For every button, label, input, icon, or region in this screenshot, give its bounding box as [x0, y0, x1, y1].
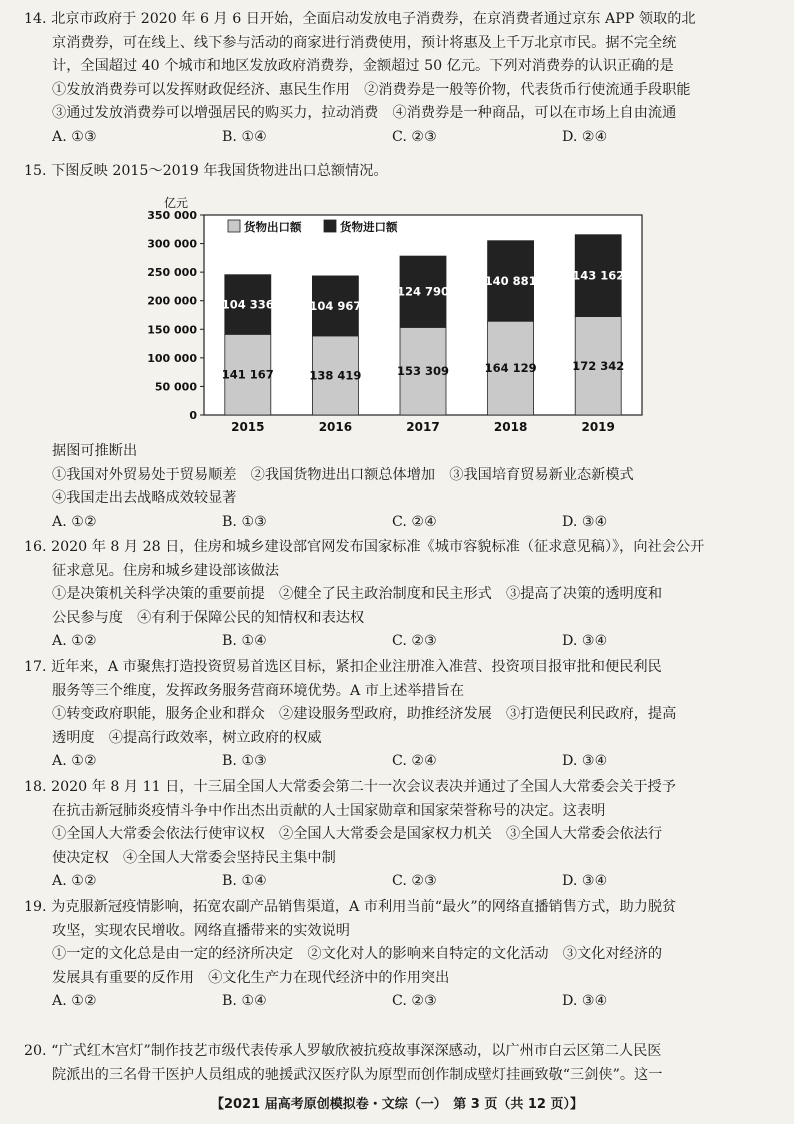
question-17-statement: ①转变政府职能，服务企业和群众 ②建设服务型政府，助推经济发展 ③打造便民利民政府，提高 [52, 706, 677, 723]
option-c[interactable]: C. ②③ [392, 873, 437, 890]
question-15-statement: ④我国走出去战略成效较显著 [52, 490, 237, 507]
option-b[interactable]: B. ①④ [222, 873, 267, 890]
x-tick-label: 2018 [493, 420, 528, 434]
question-15-body [24, 440, 776, 534]
question-15-line: 据图可推断出 [52, 443, 138, 459]
question-14-line: 14. 北京市政府于 2020 年 6 月 6 日开始，全面启动发放电子消费券，在京消费者通过京东 APP 领取的北 [24, 11, 696, 27]
question-18-options [24, 870, 776, 894]
question-17-options [24, 750, 776, 774]
option-d[interactable]: D. ③④ [562, 873, 608, 890]
y-tick-label: 300 000 [147, 237, 197, 251]
x-tick-label: 2019 [581, 420, 615, 434]
bar-export-label: 164 129 [484, 361, 537, 376]
y-tick-label: 150 000 [147, 323, 197, 337]
bar-export-label: 172 342 [572, 358, 625, 373]
option-c[interactable]: C. ②④ [392, 753, 437, 770]
option-d[interactable]: D. ③④ [562, 993, 608, 1010]
option-b[interactable]: B. ①④ [222, 128, 267, 145]
option-c[interactable]: C. ②④ [392, 513, 437, 530]
question-19-line: 19. 为克服新冠疫情影响，拓宽农副产品销售渠道，A 市利用当前“最火”的网络直播销售方式，助力脱贫 [24, 899, 677, 915]
question-14-line: 京消费券，可在线上、线下参与活动的商家进行消费使用，预计将惠及上千万北京市民。据不完全统 [52, 34, 677, 51]
option-a[interactable]: A. ①② [52, 873, 97, 890]
question-19-options [24, 990, 776, 1014]
option-c[interactable]: C. ②③ [392, 993, 437, 1010]
question-19-statement: 发展具有重要的反作用 ④文化生产力在现代经济中的作用突出 [52, 969, 450, 986]
page-footer: 【2021 届高考原创模拟卷・文综（一） 第 3 页（共 12 页）】 [211, 1097, 583, 1112]
legend-label-export: 货物出口额 [244, 220, 302, 234]
question-20-line: 院派出的三名骨干医护人员组成的驰援武汉医疗队为原型而创作制成壁灯挂画致敬“三剑侠”。这一 [52, 1066, 663, 1083]
option-c[interactable]: C. ②③ [392, 633, 437, 650]
question-18-line: 18. 2020 年 8 月 11 日，十三届全国人大常委会第二十一次会议表决并通过了全国人大常委会关于授予 [24, 779, 676, 795]
question-15-line: 15. 下图反映 2015～2019 年我国货物进出口总额情况。 [24, 163, 388, 179]
question-15 [24, 160, 776, 184]
question-19-line: 攻坚，实现农民增收。网络直播带来的实效说明 [52, 922, 350, 939]
y-axis-unit: 亿元 [164, 196, 189, 210]
trade-chart [136, 193, 656, 438]
bar-import-label: 104 336 [221, 297, 274, 312]
question-17 [24, 656, 776, 774]
question-14-options [24, 126, 776, 150]
legend-swatch-import [324, 220, 336, 232]
bar-import-label: 104 967 [309, 298, 362, 313]
question-16-options [24, 630, 776, 654]
bar-import-label: 143 162 [572, 268, 625, 283]
option-d[interactable]: D. ③④ [562, 633, 608, 650]
question-16 [24, 536, 776, 654]
question-14-line: 计，全国超过 40 个城市和地区发放政府消费券，金额超过 50 亿元。下列对消费券的认识正确的是 [52, 58, 674, 75]
x-tick-label: 2015 [231, 420, 265, 434]
question-16-line: 征求意见。住房和城乡建设部该做法 [52, 562, 280, 579]
bar-export-label: 153 309 [396, 364, 450, 379]
question-18-statement: 使决定权 ④全国人大常委会坚持民主集中制 [52, 849, 336, 866]
question-16-line: 16. 2020 年 8 月 28 日，住房和城乡建设部官网发布国家标准《城市容貌标准（征求意见稿）》，向社会公开 [24, 539, 705, 555]
question-20 [24, 1040, 776, 1087]
question-14-statement: ③通过发放消费券可以增强居民的购买力，拉动消费 ④消费券是一种商品，可以在市场上自由流通 [52, 105, 677, 122]
y-tick-label: 250 000 [147, 266, 197, 280]
option-a[interactable]: A. ①② [52, 513, 97, 530]
option-d[interactable]: D. ③④ [562, 753, 608, 770]
x-tick-label: 2017 [406, 420, 440, 434]
option-a[interactable]: A. ①② [52, 993, 97, 1010]
question-19-statement: ①一定的文化总是由一定的经济所决定 ②文化对人的影响来自特定的文化活动 ③文化对经济的 [52, 946, 663, 963]
bar-import-label: 140 881 [484, 273, 537, 288]
question-18 [24, 776, 776, 894]
option-c[interactable]: C. ②③ [392, 128, 437, 145]
question-14-statement: ①发放消费券可以发挥财政促经济、惠民生作用 ②消费券是一般等价物，代表货币行使流通手段职能 [52, 81, 691, 98]
question-15-options [24, 511, 776, 535]
option-a[interactable]: A. ①② [52, 633, 97, 650]
question-17-line: 服务等三个维度，发挥政务服务营商环境优势。A 市上述举措旨在 [52, 682, 465, 699]
y-tick-label: 0 [189, 409, 197, 422]
question-17-statement: 透明度 ④提高行政效率，树立政府的权威 [52, 729, 322, 746]
option-d[interactable]: D. ③④ [562, 513, 608, 530]
question-18-line: 在抗击新冠肺炎疫情斗争中作出杰出贡献的人士国家勋章和国家荣誉称号的决定。这表明 [52, 802, 606, 819]
question-16-statement: ①是决策机关科学决策的重要前提 ②健全了民主政治制度和民主形式 ③提高了决策的透明度和 [52, 586, 663, 603]
option-b[interactable]: B. ①④ [222, 993, 267, 1010]
legend-label-import: 货物进口额 [340, 220, 398, 234]
question-18-statement: ①全国人大常委会依法行使审议权 ②全国人大常委会是国家权力机关 ③全国人大常委会依法行 [52, 826, 663, 843]
y-tick-label: 50 000 [154, 380, 197, 394]
option-a[interactable]: A. ①② [52, 753, 97, 770]
x-tick-label: 2016 [318, 420, 353, 434]
option-b[interactable]: B. ①④ [222, 633, 267, 650]
question-15-statement: ①我国对外贸易处于贸易顺差 ②我国货物进出口额总体增加 ③我国培育贸易新业态新模式 [52, 466, 634, 483]
option-b[interactable]: B. ①③ [222, 513, 267, 530]
question-17-line: 17. 近年来，A 市聚焦打造投资贸易首选区目标，紧扣企业注册准入准营、投资项目报审批和便民利民 [24, 659, 662, 675]
question-14 [24, 8, 776, 150]
question-16-statement: 公民参与度 ④有利于保障公民的知情权和表达权 [52, 609, 365, 626]
y-tick-label: 100 000 [147, 351, 197, 365]
y-tick-label: 350 000 [147, 209, 197, 222]
option-d[interactable]: D. ②④ [562, 128, 608, 145]
option-b[interactable]: B. ①③ [222, 753, 267, 770]
option-a[interactable]: A. ①③ [52, 128, 97, 145]
bar-export-label: 138 419 [309, 368, 362, 383]
bar-import-label: 124 790 [396, 284, 450, 299]
bar-export-label: 141 167 [221, 367, 274, 382]
legend-swatch-export [228, 220, 240, 232]
question-20-line: 20. “广式红木宫灯”制作技艺市级代表传承人罗敏欣被抗疫故事深深感动，以广州市白云区第二人民医 [24, 1043, 662, 1059]
trade-bar-chart [136, 193, 656, 438]
question-19 [24, 896, 776, 1014]
y-tick-label: 200 000 [147, 294, 197, 308]
